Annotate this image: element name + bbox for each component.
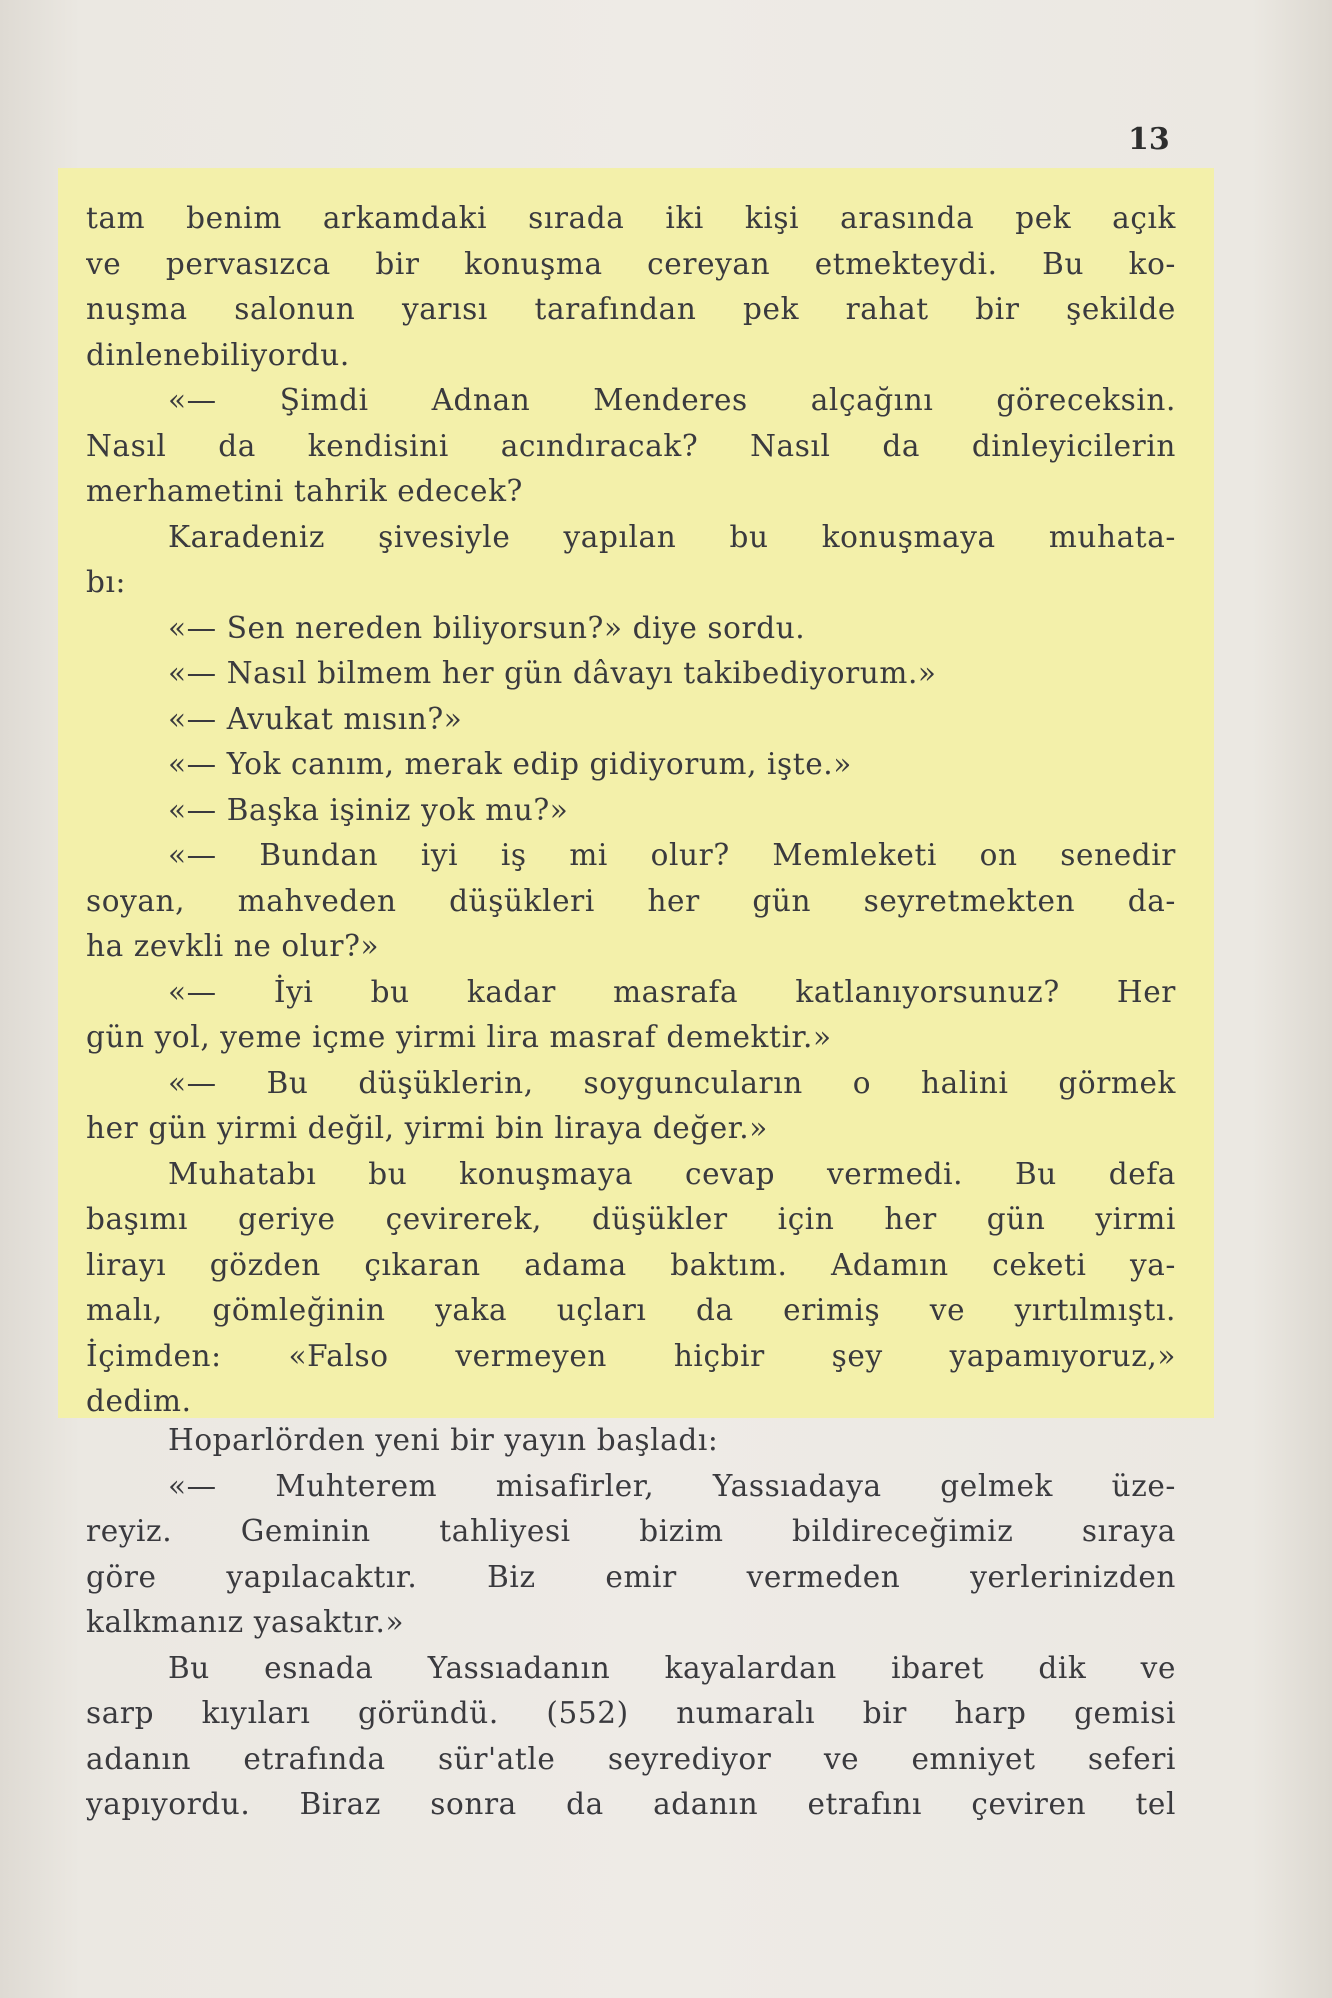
text-line: ha zevkli ne olur?»: [86, 929, 380, 963]
text-line: Karadeniz şivesiyle yapılan bu konuşmaya muhata-: [168, 519, 1176, 554]
text-line: Muhatabı bu konuşmaya cevap vermedi. Bu defa: [168, 1156, 1176, 1191]
text-line: sarp kıyıları göründü. (552) numaralı bir harp gemisi: [86, 1696, 1176, 1730]
text-line: yapıyordu. Biraz sonra da adanın etrafını çeviren tel: [86, 1787, 1176, 1821]
text-line: «— Nasıl bilmem her gün dâvayı takibediyorum.»: [168, 656, 937, 690]
text-line: «— Avukat mısın?»: [168, 701, 463, 736]
text-line: Bu esnada Yassıadanın kayalardan ibaret dik ve: [168, 1650, 1176, 1685]
text-line: bı:: [86, 565, 127, 599]
text-line: «— Şimdi Adnan Menderes alçağını göreceksin.: [168, 383, 1176, 417]
text-line: İçimden: «Falso vermeyen hiçbir şey yapamıyoruz,»: [86, 1338, 1176, 1373]
text-line: başımı geriye çevirerek, düşükler için her gün yirmi: [86, 1202, 1176, 1236]
text-line: dinlenebiliyordu.: [86, 337, 350, 372]
text-line: gün yol, yeme içme yirmi lira masraf demektir.»: [86, 1020, 832, 1054]
text-line: Nasıl da kendisini acındıracak? Nasıl da dinleyicilerin: [86, 428, 1176, 463]
text-line: «— İyi bu kadar masrafa katlanıyorsunuz? Her: [168, 974, 1176, 1009]
text-line: kalkmanız yasaktır.»: [86, 1605, 405, 1639]
text-line: «— Bundan iyi iş mi olur? Memleketi on senedir: [168, 838, 1176, 872]
remaining-passage: [86, 1418, 1176, 1828]
text-line: «— Sen nereden biliyorsun?» diye sordu.: [168, 610, 806, 645]
text-line: adanın etrafında sür'atle seyrediyor ve emniyet seferi: [86, 1741, 1176, 1776]
text-line: «— Muhterem misafirler, Yassıadaya gelmek üze-: [168, 1468, 1176, 1503]
text-line: Hoparlörden yeni bir yayın başladı:: [168, 1423, 719, 1457]
text-line: lirayı gözden çıkaran adama baktım. Adamın ceketi ya-: [86, 1247, 1176, 1282]
text-line: merhametini tahrik edecek?: [86, 474, 523, 508]
text-line: tam benim arkamdaki sırada iki kişi arasında pek açık: [86, 201, 1176, 235]
text-line: «— Başka işiniz yok mu?»: [168, 792, 569, 827]
text-line: her gün yirmi değil, yirmi bin liraya değer.»: [86, 1111, 768, 1145]
text-line: ve pervasızca bir konuşma cereyan etmekteydi. Bu ko-: [86, 246, 1176, 281]
text-line: nuşma salonun yarısı tarafından pek rahat bir şekilde: [86, 292, 1176, 326]
text-line: «— Bu düşüklerin, soyguncuların o halini görmek: [168, 1065, 1176, 1100]
text-line: reyiz. Geminin tahliyesi bizim bildireceğimiz sıraya: [86, 1514, 1176, 1548]
text-line: «— Yok canım, merak edip gidiyorum, işte.»: [168, 747, 852, 781]
text-line: soyan, mahveden düşükleri her gün seyretmekten da-: [86, 883, 1176, 918]
highlighted-passage: [86, 196, 1176, 1425]
text-line: malı, gömleğinin yaka uçları da erimiş ve yırtılmıştı.: [86, 1293, 1176, 1327]
text-line: göre yapılacaktır. Biz emir vermeden yerlerinizden: [86, 1559, 1176, 1594]
page-number: 13: [1128, 122, 1170, 157]
text-line: dedim.: [86, 1384, 192, 1418]
